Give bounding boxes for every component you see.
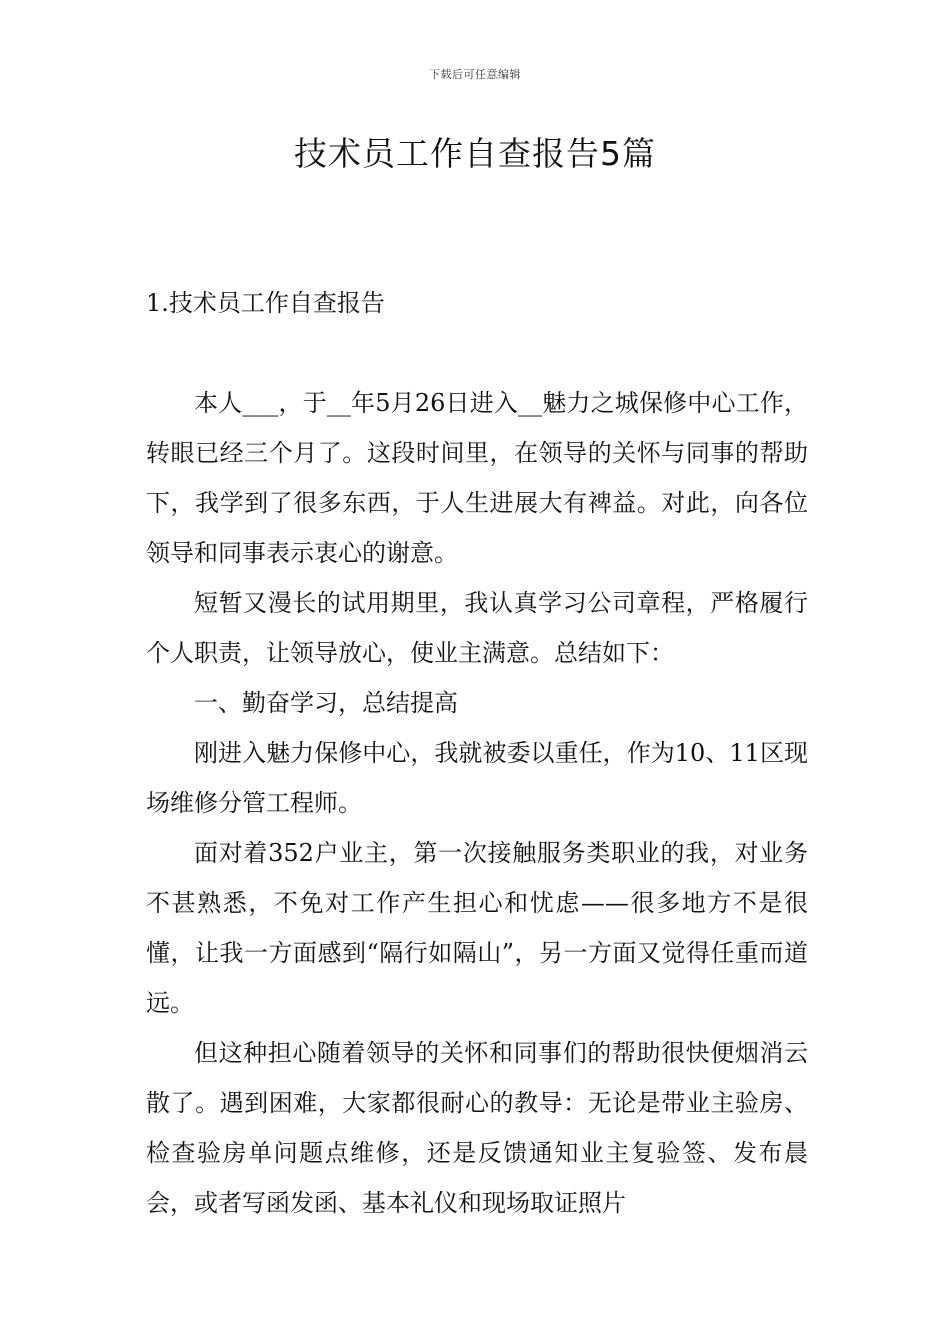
paragraph: 本人___，于__年5月26日进入__魅力之城保修中心工作，转眼已经三个月了。这段时间里，在领导的关怀与同事的帮助下，我学到了很多东西，于人生进展大有裨益。对此，向各位领导和同事表示衷心的谢意。 (146, 389, 808, 567)
document-title: 技术员工作自查报告5篇 (294, 134, 656, 173)
paragraph: 短暂又漫长的试用期里，我认真学习公司章程，严格履行个人职责，让领导放心，使业主满意。总结如下： (146, 589, 808, 667)
paragraph: 刚进入魅力保修中心，我就被委以重任，作为10、11区现场维修分管工程师。 (146, 739, 808, 817)
paragraph: 但这种担心随着领导的关怀和同事们的帮助很快便烟消云散了。遇到困难，大家都很耐心的教导：无论是带业主验房、检查验房单问题点维修，还是反馈通知业主复验签、发布晨会，或者写函发函、基本礼仪和现场取证照片 (146, 1039, 808, 1217)
header-note: 下载后可任意编辑 (429, 68, 521, 81)
subheading-paragraph: 一、勤奋学习，总结提高 (194, 689, 458, 717)
section-heading: 1.技术员工作自查报告 (146, 289, 385, 317)
paragraph: 面对着352户业主，第一次接触服务类职业的我，对业务不甚熟悉，不免对工作产生担心和忧虑——很多地方不是很懂，让我一方面感到“隔行如隔山”，另一方面又觉得任重而道远。 (146, 839, 808, 1017)
body-text (146, 378, 808, 1228)
